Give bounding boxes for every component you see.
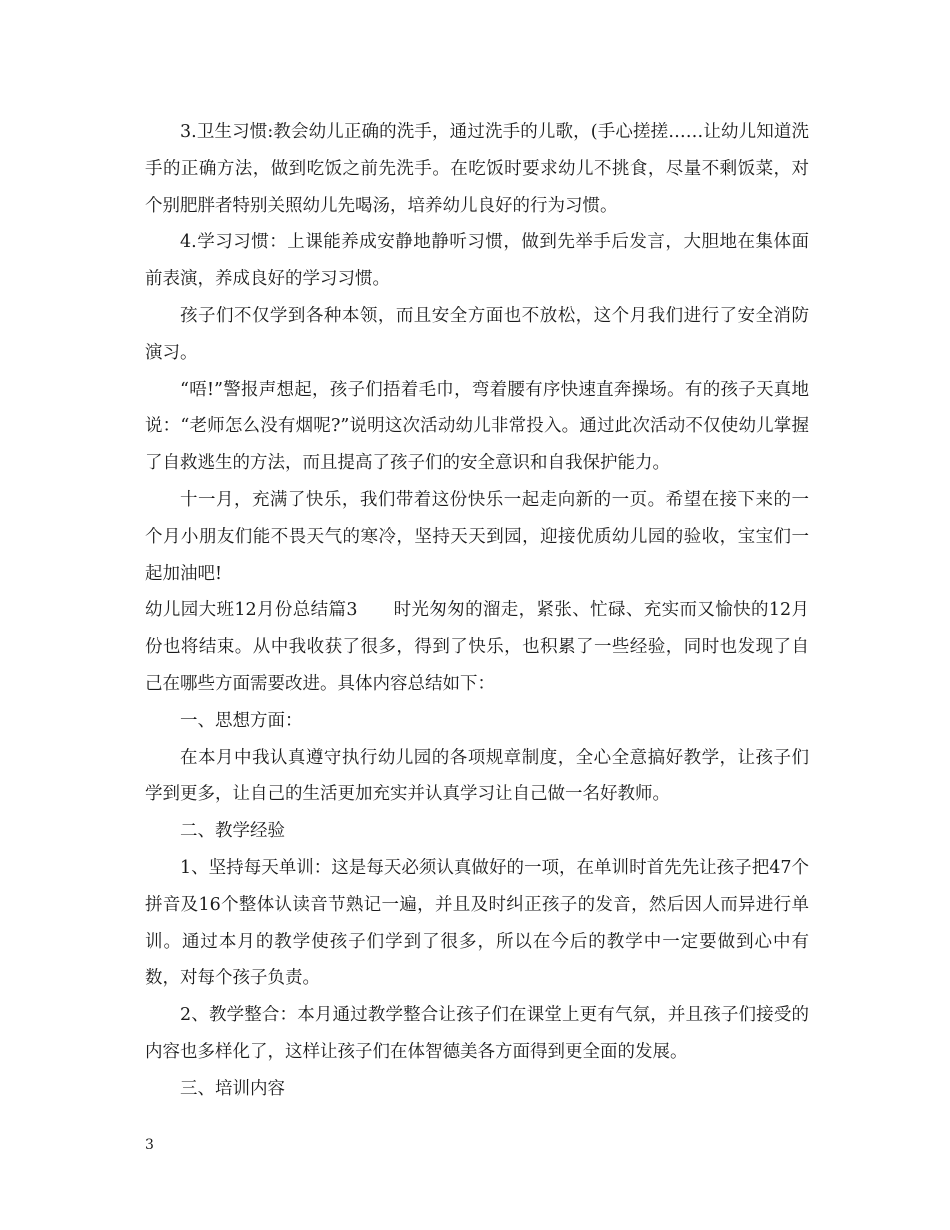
heading-training-content: 三、培训内容 xyxy=(180,1078,285,1099)
heading-teaching-experience: 二、教学经验 xyxy=(180,821,285,842)
paragraph-hygiene-habits: 3.卫生习惯:教会幼儿正确的洗手，通过洗手的儿歌，(手心搓搓……让幼儿知道洗手的正确方法，做到吃饭之前先洗手。在吃饭时要求幼儿不挑食，尽量不剩饭菜，对个别肥胖者特别关照幼儿先喝汤，培养幼儿良好的行为习惯。 xyxy=(145,122,809,216)
paragraph-study-habits: 4.学习习惯：上课能养成安静地静听习惯，做到先举手后发言，大胆地在集体面前表演，养成良好的学习习惯。 xyxy=(145,232,809,290)
paragraph-november-closing: 十一月，充满了快乐，我们带着这份快乐一起走向新的一页。希望在接下来的一个月小朋友们能不畏天气的寒冷，坚持天天到园，迎接优质幼儿园的验收，宝宝们一起加油吧! xyxy=(145,489,809,584)
document-body xyxy=(145,114,809,1108)
paragraph-fire-drill-detail: “唔!”警报声想起，孩子们捂着毛巾，弯着腰有序快速直奔操场。有的孩子天真地说：“老师怎么没有烟呢?”说明这次活动幼儿非常投入。通过此次活动不仅使幼儿掌握了自救逃生的方法，而且提高了孩子们的安全意识和自我保护能力。 xyxy=(145,379,809,474)
heading-thought: 一、思想方面： xyxy=(180,710,303,731)
paragraph-daily-training: 1、坚持每天单训：这是每天必须认真做好的一项，在单训时首先先让孩子把47个拼音及16个整体认读音节熟记一遍，并且及时纠正孩子的发音，然后因人而异进行单训。通过本月的教学使孩子们学到了很多，所以在今后的教学中一定要做到心中有数，对每个孩子负责。 xyxy=(145,857,809,989)
page-number: 3 xyxy=(145,1137,154,1153)
paragraph-fire-drill-intro: 孩子们不仅学到各种本领，而且安全方面也不放松，这个月我们进行了安全消防演习。 xyxy=(145,305,809,363)
paragraph-summary-3-title: 幼儿园大班12月份总结篇3 时光匆匆的溜走，紧张、忙碌、充实而又愉快的12月份也将结束。从中我收获了很多，得到了快乐，也积累了一些经验，同时也发现了自己在哪些方面需要改进。具体内容总结如下： xyxy=(145,600,809,694)
paragraph-thought: 在本月中我认真遵守执行幼儿园的各项规章制度，全心全意搞好教学，让孩子们学到更多，让自己的生活更加充实并认真学习让自己做一名好教师。 xyxy=(145,747,809,805)
paragraph-teaching-integration: 2、教学整合：本月通过教学整合让孩子们在课堂上更有气氛，并且孩子们接受的内容也多样化了，这样让孩子们在体智德美各方面得到更全面的发展。 xyxy=(145,1005,809,1062)
